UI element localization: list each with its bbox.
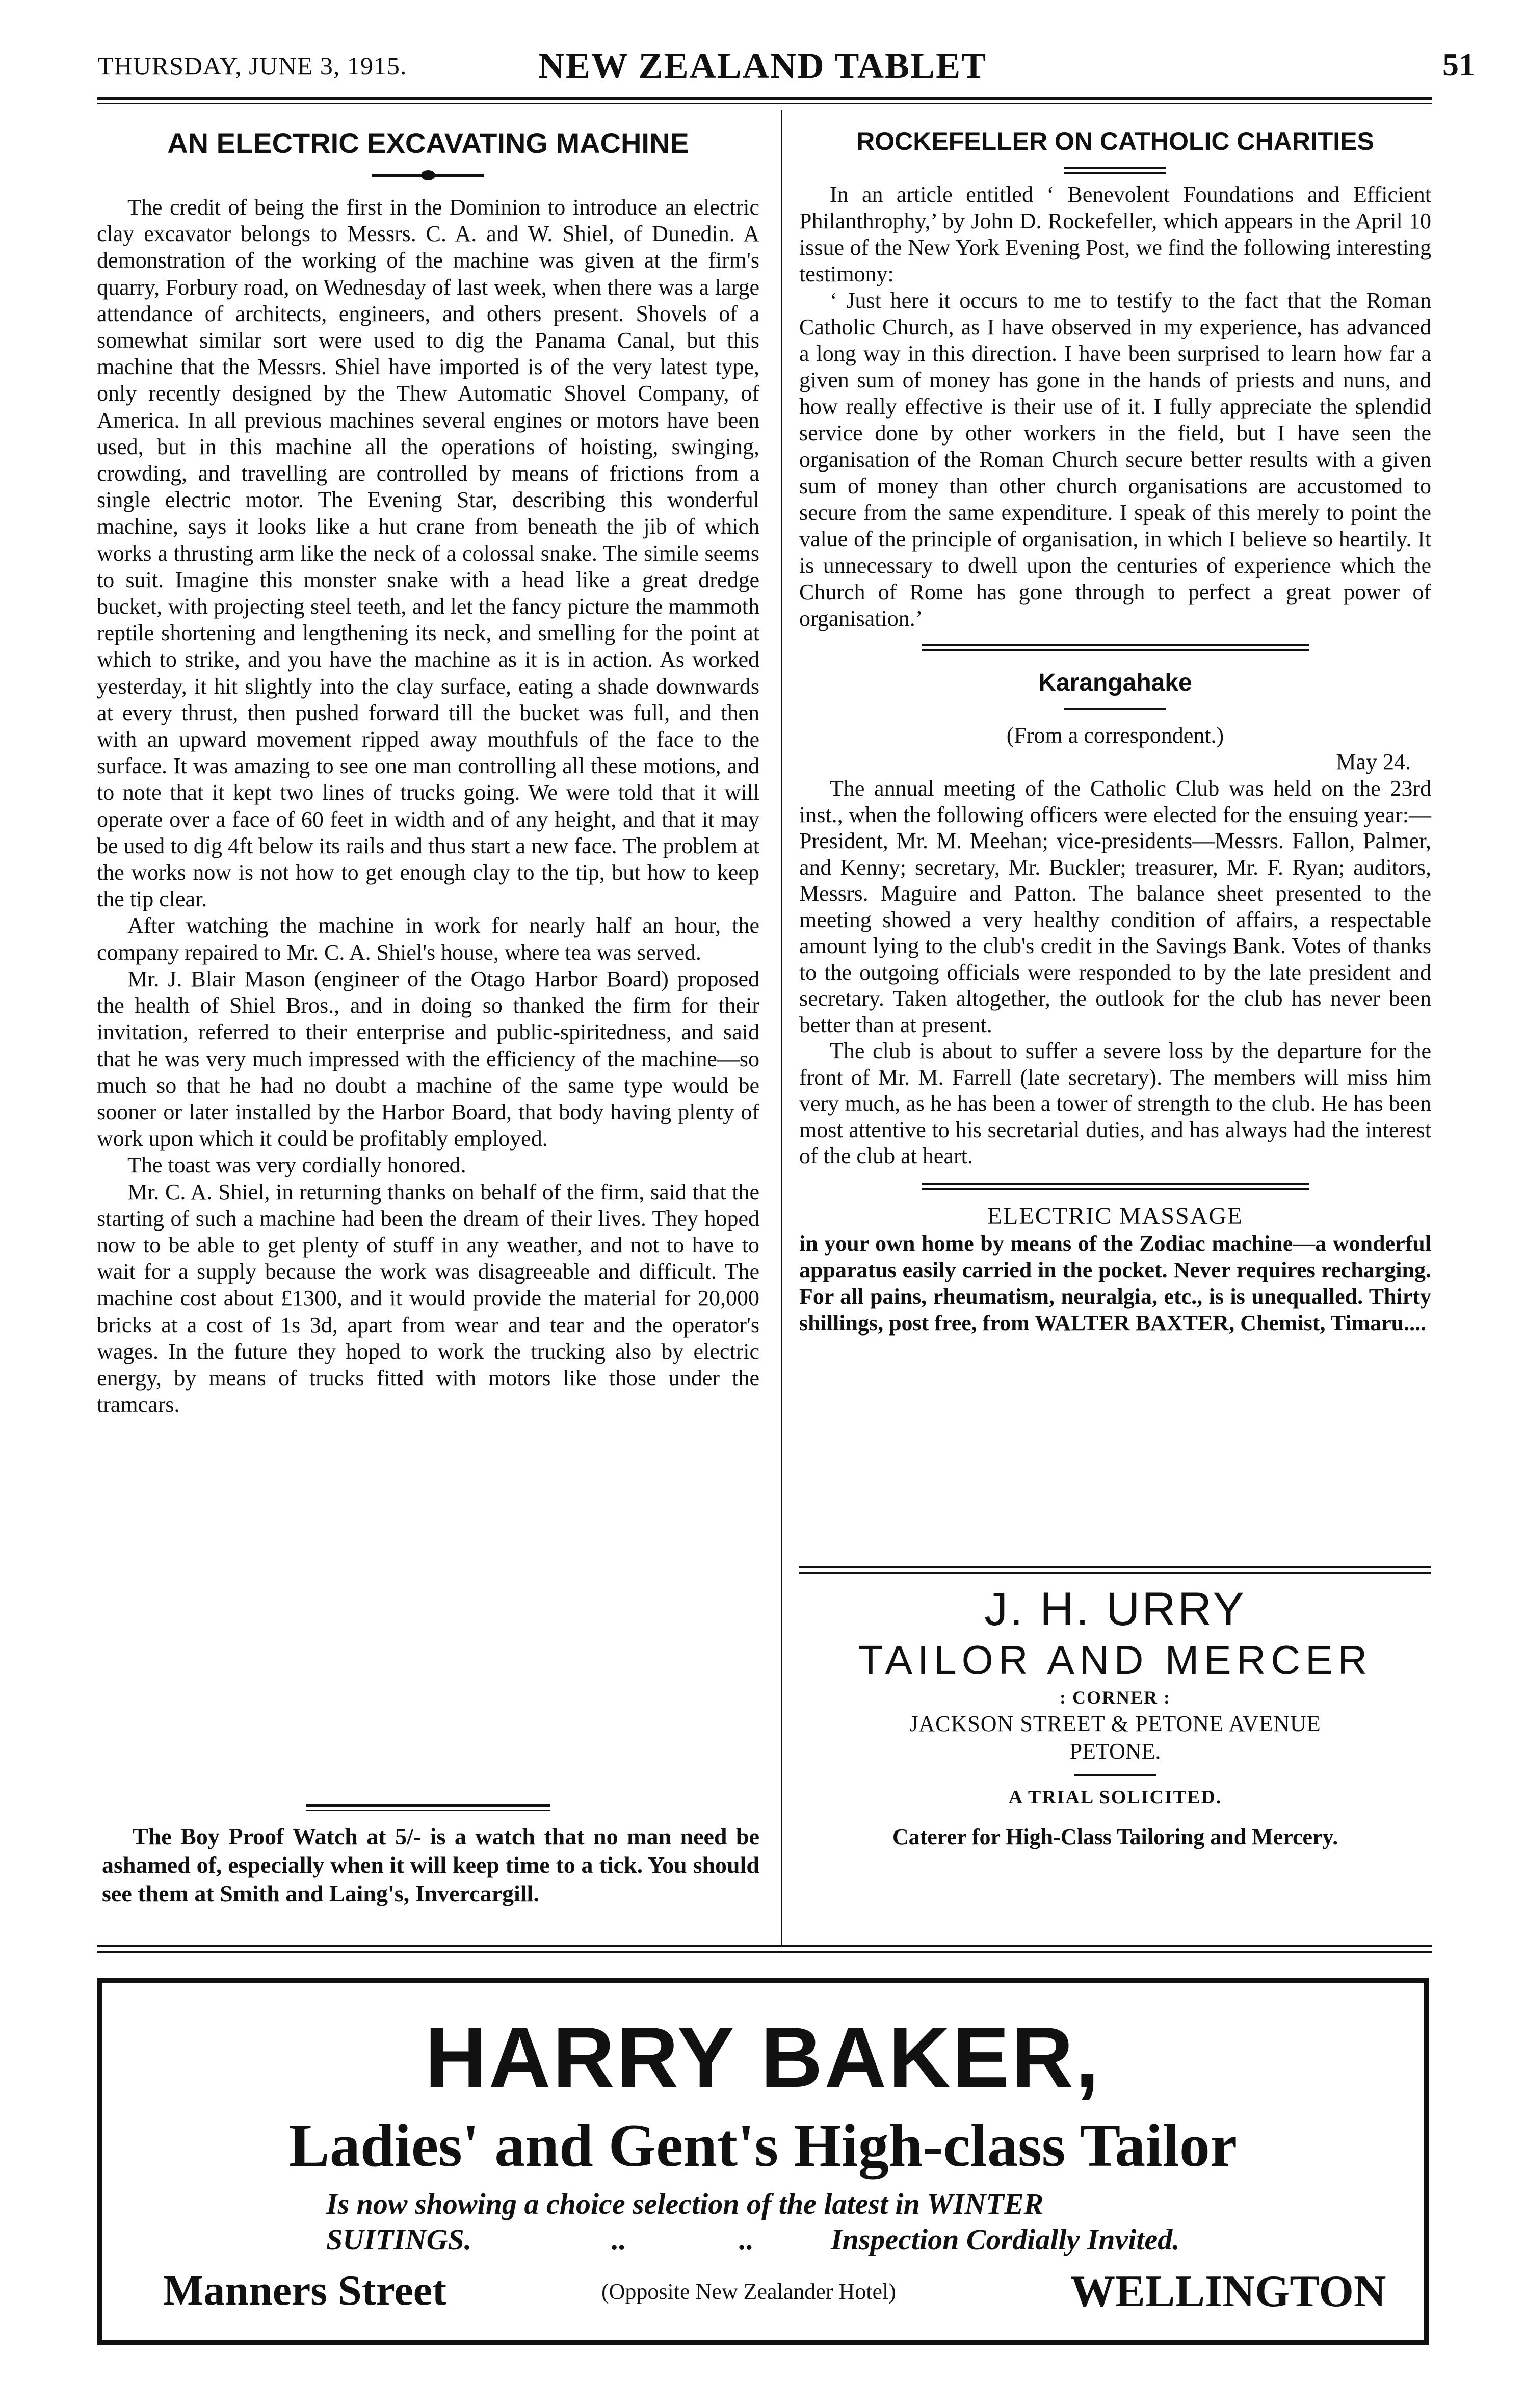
massage-advert-text: in your own home by means of the Zodiac machine—a wonderful apparatus easily carried in the pocket. Never requires recharging. For all pains, rheumatism, neuralgia, etc., is is unequalled. Thirty shillings, post free, from WALTER BAXTER, Chemist, Timaru.... <box>799 1231 1431 1336</box>
urry-trial: A TRIAL SOLICITED. <box>1008 1787 1222 1808</box>
section-rule <box>922 1183 1309 1190</box>
rockefeller-headline: ROCKEFELLER ON CATHOLIC CHARITIES <box>856 127 1374 155</box>
excavator-headline: AN ELECTRIC EXCAVATING MACHINE <box>167 127 689 159</box>
karangahake-headline: Karangahake <box>1038 669 1192 696</box>
karangahake-date: May 24. <box>1336 749 1411 774</box>
urry-corner: : CORNER : <box>1060 1687 1171 1708</box>
harry-baker-subtitle: Ladies' and Gent's High-class Tailor <box>288 2111 1238 2179</box>
excavator-paragraph-3: Mr. J. Blair Mason (engineer of the Otago Harbor Board) proposed the health of Shiel Bros., and in doing so thanked the firm for their invitation, referred to their enterprise and public-spiritedness, and said that he was very much impressed with the efficiency of the machine—so much so that he had no doubt a machine of the same type would be sooner or later installed by the Harbor Board, that body having plenty of work upon which it could be profitably employed. <box>97 966 759 1151</box>
section-rule <box>922 644 1309 651</box>
rockefeller-paragraph-1: In an article entitled ‘ Benevolent Foundations and Efficient Philanthrophy,’ by John D. Rockefeller, which appears in the April 10 issue of the New York Evening Post, we find the following interesting testimony: <box>799 182 1431 286</box>
harry-baker-street: Manners Street <box>163 2267 446 2314</box>
massage-headline: ELECTRIC MASSAGE <box>987 1202 1244 1229</box>
short-rule <box>1064 708 1166 710</box>
urry-caterer: Caterer for High-Class Tailoring and Mercery. <box>892 1824 1338 1849</box>
harry-baker-suitings: SUITINGS. <box>326 2223 472 2256</box>
short-rule <box>306 1804 550 1807</box>
urry-town: PETONE. <box>1069 1739 1161 1764</box>
karangahake-paragraph-2: The club is about to suffer a severe loss by the departure for the front of Mr. M. Farrell (late secretary). The members will miss him very much, as he has been a tower of strength to the club. He has been most attentive to his secretarial duties, and has always had the interest of the club at heart. <box>799 1038 1431 1168</box>
short-rule-thin <box>306 1810 550 1811</box>
karangahake-paragraph-1: The annual meeting of the Catholic Club was held on the 23rd inst., when the following officers were elected for the ensuing year:—President, Mr. M. Meehan; vice-presidents—Messrs. Fallon, Palmer, and Kenny; secretary, Mr. Buckler; treasurer, Mr. F. Ryan; auditors, Messrs. Maguire and Patton. The balance sheet presented to the meeting showed a very healthy condition of affairs, a respectable amount lying to the club's credit in the Savings Bank. Votes of thanks to the outgoing officials were responded to by the late president and secretary. Taken altogether, the outlook for the club has never been better than at present. <box>799 776 1431 1037</box>
harry-baker-advert <box>97 1978 1429 2345</box>
right-column <box>799 126 1431 1337</box>
karangahake-byline: (From a correspondent.) <box>1006 723 1224 748</box>
excavator-paragraph-5: Mr. C. A. Shiel, in returning thanks on behalf of the firm, said that the starting of such a machine had been the dream of their lives. They hoped now to be able to get plenty of stuff in any weather, and not to have to wait for a supply because the work was disagreeable and difficult. The machine cost about £1300, and it would provide the material for 20,000 bricks at a cost of 1s 3d, apart from wear and tear and the operator's wages. In the future they hoped to work the trucking also by electric energy, by means of trucks fitted with motors like those under the tramcars. <box>97 1179 759 1418</box>
excavator-paragraph-1: The credit of being the first in the Dominion to introduce an electric clay excavator belongs to Messrs. C. A. and W. Shiel, of Dunedin. A demonstration of the working of the machine was given at the firm's quarry, Forbury road, on Wednesday of last week, when there was a large attendance of architects, engineers, and others present. Shovels of a somewhat similar sort were used to dig the Panama Canal, but this machine that the Messrs. Shiel have imported is of the very latest type, only recently designed by the Thew Automatic Shovel Company, of America. In all previous machines several engines or motors have been used, but in this machine all the operations of hoisting, swinging, crowding, and travelling are controlled by means of frictions from a single electric motor. The Evening Star, describing this wonderful machine, says it looks like a hut crane from beneath the jib of which works a thrusting arm like the neck of a colossal snake. The simile seems to suit. Imagine this monster snake with a head like a great dredge bucket, with projecting steel teeth, and let the fancy picture the mammoth reptile shortening and lengthening its neck, and smelling for the point at which to strike, and you have the machine as it is in action. As worked yesterday, it hit slightly into the clay surface, eating a shade downwards at every thrust, then pushed forward till the bucket was full, and then with an upward movement ripped away mouthfuls of the face to the surface. It was amazing to see one man controlling all these motions, and to note that it kept two lines of trucks going. We were told that it will operate over a face of 60 feet in width and of any height, and that it may be used to dig 4ft below its rails and thus start a new face. The problem at the works now is not how to get enough clay to the tip, but how to keep the tip clear. <box>97 195 759 912</box>
harry-baker-dots-2: .. <box>739 2223 754 2256</box>
urry-advert <box>799 1583 1431 1851</box>
header-rule-thin <box>97 103 1432 104</box>
short-rule <box>1074 1774 1156 1776</box>
short-rule <box>1064 167 1166 174</box>
urry-name: J. H. URRY <box>984 1583 1246 1635</box>
harry-baker-opposite: (Opposite New Zealander Hotel) <box>601 2279 896 2304</box>
harry-baker-dots-1: .. <box>612 2223 626 2256</box>
left-column <box>97 126 759 1418</box>
column-divider <box>781 110 782 1945</box>
watch-advert <box>102 1822 759 1908</box>
harry-baker-name: HARRY BAKER, <box>425 2009 1101 2105</box>
page-number: 51 <box>1442 46 1475 83</box>
excavator-paragraph-4: The toast was very cordially honored. <box>127 1153 466 1178</box>
issue-date: THURSDAY, JUNE 3, 1915. <box>98 51 407 80</box>
urry-address: JACKSON STREET & PETONE AVENUE <box>909 1711 1321 1736</box>
advert-rule <box>799 1566 1431 1568</box>
harry-baker-inspection: Inspection Cordially Invited. <box>831 2223 1180 2256</box>
header-rule <box>97 97 1432 100</box>
rockefeller-paragraph-2: ‘ Just here it occurs to me to testify to the fact that the Roman Catholic Church, as I have observed in my experience, has advanced a long way in this direction. I have been surprised to learn how far a given sum of money has gone in the hands of priests and nuns, and how really effective is their use of it. I fully appreciate the splendid service done by other workers in the field, but I have seen the organisation of the Roman Church secure better results with a given sum of money than other church organisations are accustomed to secure from the same expenditure. I speak of this merely to point the value of the principle of organisation, in which I believe so heartily. It is unnecessary to dwell upon the centuries of experience which the Church of Rome has gone through to perfect a great power of organisation.’ <box>799 288 1431 631</box>
watch-advert-text: The Boy Proof Watch at 5/- is a watch that no man need be ashamed of, especially when it will keep time to a tick. You should see them at Smith and Laing's, Invercargill. <box>102 1823 759 1906</box>
excavator-paragraph-2: After watching the machine in work for nearly half an hour, the company repaired to Mr. C. A. Shiel's house, where tea was served. <box>97 913 759 965</box>
masthead-title: NEW ZEALAND TABLET <box>538 45 987 86</box>
footer-rule <box>97 1945 1432 1947</box>
ornament-rule <box>372 174 484 177</box>
harry-baker-line-1: Is now showing a choice selection of the latest in WINTER <box>326 2187 1044 2220</box>
harry-baker-city: WELLINGTON <box>1070 2267 1386 2316</box>
urry-trade: TAILOR AND MERCER <box>858 1637 1373 1683</box>
footer-rule-thin <box>97 1951 1432 1953</box>
advert-rule-thin <box>799 1572 1431 1574</box>
